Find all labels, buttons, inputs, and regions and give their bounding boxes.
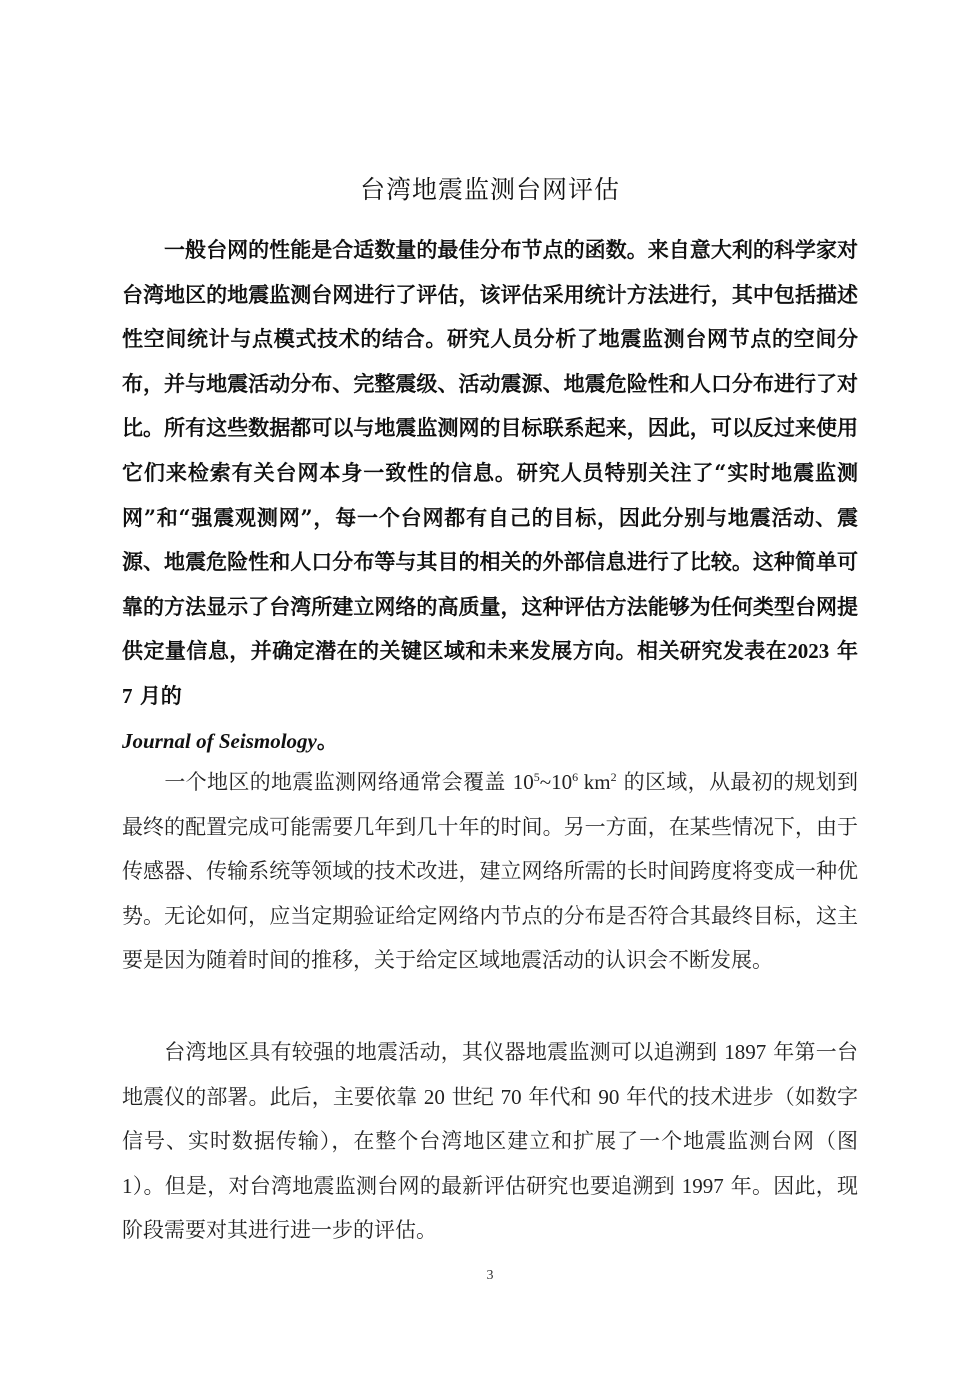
history-decade-second: 90: [598, 1084, 620, 1109]
area-upper: [551, 770, 578, 794]
month-unit: 月的: [139, 682, 182, 708]
history-decade-first: 70: [500, 1084, 522, 1109]
page-number: 3: [486, 1268, 494, 1283]
figure-reference: 1: [122, 1173, 133, 1198]
area-unit-exponent: 2: [610, 770, 617, 784]
area-upper-exponent: 6: [572, 770, 579, 784]
journal-name: Journal of Seismology: [122, 728, 317, 753]
summary-end: 。: [316, 727, 338, 753]
history-text-b: 年第一台地震仪的部署。此后，主要依靠: [122, 1040, 858, 1109]
history-year-latest: 1997: [681, 1173, 724, 1198]
history-century: 20: [423, 1084, 445, 1109]
history-text-c: 世纪: [451, 1084, 494, 1109]
paragraph-network-coverage: [122, 760, 858, 983]
history-text-f: ）。但是，对台湾地震监测台网的最新评估研究也要追溯到: [132, 1173, 675, 1198]
area-lower: [513, 770, 540, 794]
publication-month: 7: [122, 683, 133, 708]
coverage-text-end: 的区域，从最初的规划到最终的配置完成可能需要几年到几十年的时间。另一方面，在某些情况下，由于传感器、传输系统等领域的技术改进，建立网络所需的长时间跨度将变成一种优势。无论如何，应当定期验证给定网络内节点的分布是否符合其最终目标，这主要是因为随着时间的推移，关于给定区域地震活动的认识会不断发展。: [122, 770, 858, 973]
summary-text: 一般台网的性能是合适数量的最佳分布节点的函数。来自意大利的科学家对台湾地区的地震监测台网进行了评估，该评估采用统计方法进行，其中包括描述性空间统计与点模式技术的结合。研究人员分析了地震监测台网节点的空间分布，并与地震活动分布、完整震级、活动震源、地震危险性和人口分布进行了对比。所有这些数据都可以与地震监测网的目标联系起来，因此，可以反过来使用它们来检索有关台网本身一致性的信息。研究人员特别关注了“实时地震监测网”和“强震观测网”，每一个台网都有自己的目标，因此分别与地震活动、震源、地震危险性和人口分布等与其目的相关的外部信息进行了比较。这种简单可靠的方法显示了台湾所建立网络的高质量，这种评估方法能够为任何类型台网提供定量信息，并确定潜在的关键区域和未来发展方向。相关研究发表在: [122, 237, 858, 664]
paragraph-summary: [122, 228, 858, 763]
area-unit: [578, 770, 616, 794]
document-title: 台湾地震监测台网评估: [359, 175, 620, 204]
area-upper-base: 10: [551, 770, 573, 794]
publication-year: 2023: [787, 639, 830, 664]
history-text-e: 年代的技术进步（如数字信号、实时数据传输），在整个台湾地区建立和扩展了一个地震监测台网（图: [122, 1084, 858, 1154]
history-text-d: 年代和: [528, 1084, 592, 1109]
coverage-text-start: 一个地区的地震监测网络通常会覆盖: [164, 770, 506, 794]
history-text-a: 台湾地区具有较强的地震活动，其仪器地震监测可以追溯到: [164, 1040, 718, 1064]
range-tilde: ~: [539, 770, 552, 794]
paragraph-taiwan-history: [122, 1030, 858, 1253]
history-text-g: 年。因此，现阶段需要对其进行进一步的评估。: [122, 1173, 859, 1243]
area-lower-exponent: 5: [533, 770, 540, 784]
area-lower-base: 10: [512, 770, 534, 794]
area-unit-text: km: [578, 770, 611, 794]
history-year-first: 1897: [724, 1040, 767, 1064]
year-unit: 年: [837, 638, 859, 664]
